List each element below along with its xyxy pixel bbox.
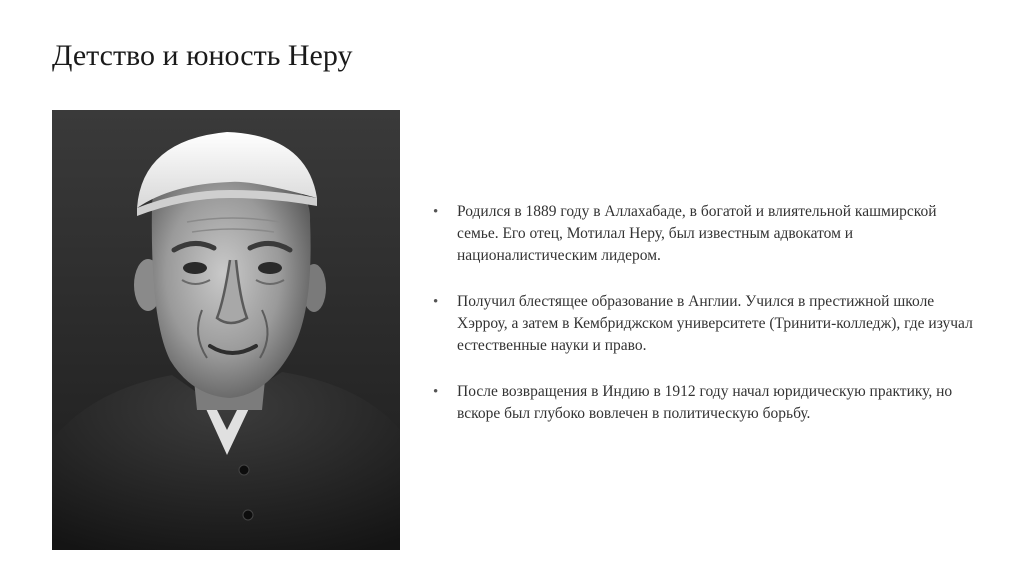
bullet-marker: • [433, 384, 439, 400]
bullet-item [433, 291, 973, 357]
bullet-text: После возвращения в Индию в 1912 году начал юридическую практику, но вскоре был глубоко вовлечен в политическую борьбу. [457, 383, 953, 422]
bullet-item [433, 381, 973, 425]
portrait-photo [52, 110, 400, 550]
bullet-item [433, 201, 973, 267]
bullet-text: Родился в 1889 году в Аллахабаде, в богатой и влиятельной кашмирской семье. Его отец, Мотилал Неру, был известным адвокатом и националистическим лидером. [457, 203, 937, 264]
bullet-marker: • [433, 204, 439, 220]
bullet-list [433, 201, 973, 449]
bullet-text: Получил блестящее образование в Англии. Учился в престижной школе Хэрроу, а затем в Кембриджском университете (Тринити-колледж), где изучал естественные науки и право. [457, 293, 973, 354]
portrait-illustration [52, 110, 400, 550]
bullet-marker: • [433, 294, 439, 310]
slide-title: Детство и юность Неру [52, 39, 353, 72]
